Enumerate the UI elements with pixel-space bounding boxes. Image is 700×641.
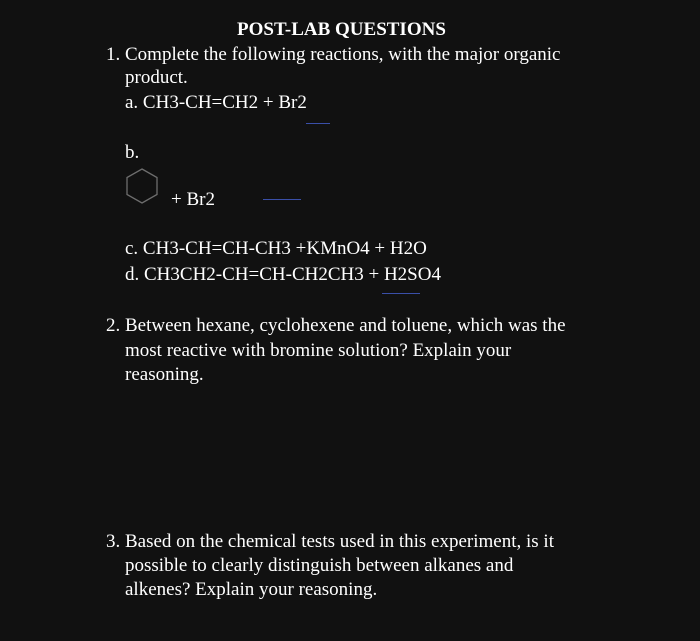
reaction-b-reagent: + Br2 — [171, 189, 215, 210]
question-2-text-line1: Between hexane, cyclohexene and toluene, which was the — [125, 315, 566, 336]
question-3-text-line2: possible to clearly distinguish between alkanes and — [125, 555, 514, 576]
hexagon-ring-icon — [124, 167, 160, 205]
reaction-a: a. CH3-CH=CH2 + Br2 — [125, 92, 307, 113]
question-2-text-line2: most reactive with bromine solution? Explain your — [125, 340, 512, 361]
page-title: POST-LAB QUESTIONS — [237, 19, 446, 40]
reaction-d: d. CH3CH2-CH=CH-CH2CH3 + H2SO4 — [125, 264, 441, 285]
question-3-number: 3. — [106, 531, 121, 552]
question-1-text-line2: product. — [125, 67, 188, 88]
reaction-b-label: b. — [125, 142, 140, 163]
answer-blank-d — [382, 293, 420, 294]
question-2-number: 2. — [106, 315, 121, 336]
reaction-c: c. CH3-CH=CH-CH3 +KMnO4 + H2O — [125, 238, 427, 259]
answer-blank-a — [306, 123, 330, 124]
question-1-text-line1: Complete the following reactions, with the major organic — [125, 44, 561, 65]
question-3-text-line1: Based on the chemical tests used in this experiment, is it — [125, 531, 554, 552]
question-3-text-line3: alkenes? Explain your reasoning. — [125, 579, 378, 600]
answer-blank-b — [263, 199, 301, 200]
question-1-number: 1. — [106, 44, 121, 65]
question-2-text-line3: reasoning. — [125, 364, 204, 385]
